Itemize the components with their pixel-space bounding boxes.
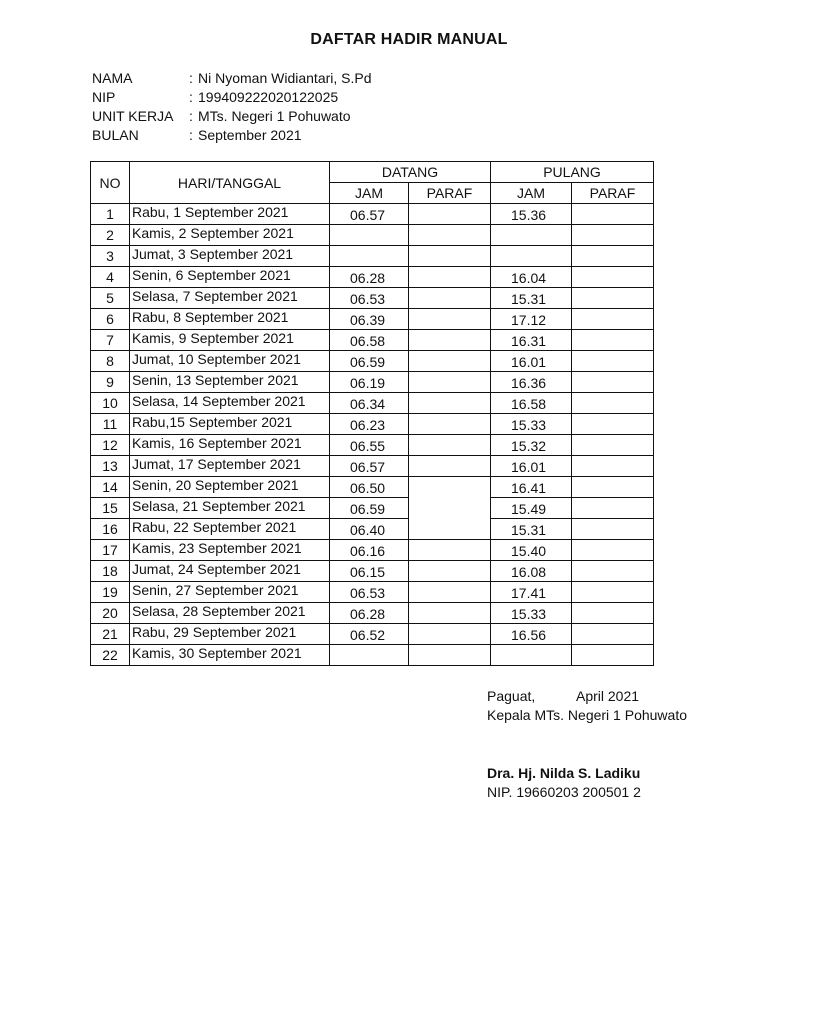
row-time-out: 16.08 [491,561,572,582]
row-paraf-in [409,414,491,435]
row-paraf-out [572,351,654,372]
row-paraf-in [409,582,491,603]
row-paraf-out [572,204,654,225]
row-time-out: 16.04 [491,267,572,288]
row-paraf-out [572,393,654,414]
row-no: 17 [91,540,130,561]
row-paraf-in [409,372,491,393]
row-paraf-out [572,561,654,582]
row-time-in: 06.58 [330,330,409,351]
header-pulang-jam: JAM [491,183,572,204]
row-paraf-out [572,435,654,456]
row-day: Rabu, 22 September 2021 [130,519,330,540]
employee-info [92,69,372,145]
row-paraf-out [572,246,654,267]
row-time-in: 06.53 [330,582,409,603]
table-row [91,477,654,498]
row-time-out: 15.33 [491,603,572,624]
row-time-out: 16.56 [491,624,572,645]
row-day: Selasa, 7 September 2021 [130,288,330,309]
row-paraf-in [409,645,491,666]
row-day: Selasa, 21 September 2021 [130,498,330,519]
row-day: Kamis, 9 September 2021 [130,330,330,351]
header-pulang-paraf: PARAF [572,183,654,204]
table-row [91,498,654,519]
row-paraf-out [572,456,654,477]
row-no: 22 [91,645,130,666]
table-row [91,645,654,666]
row-day: Senin, 13 September 2021 [130,372,330,393]
row-time-out: 16.36 [491,372,572,393]
row-no: 20 [91,603,130,624]
row-day: Rabu,15 September 2021 [130,414,330,435]
row-time-out: 15.49 [491,498,572,519]
table-row [91,225,654,246]
row-no: 4 [91,267,130,288]
info-label: UNIT KERJA [92,108,174,124]
row-paraf-in [409,561,491,582]
row-time-in: 06.39 [330,309,409,330]
row-time-in [330,225,409,246]
row-time-out: 16.31 [491,330,572,351]
table-row [91,204,654,225]
table-row [91,561,654,582]
row-no: 13 [91,456,130,477]
row-day: Jumat, 24 September 2021 [130,561,330,582]
row-paraf-in [409,330,491,351]
row-time-in [330,645,409,666]
info-colon: : [189,70,193,86]
row-no: 1 [91,204,130,225]
info-colon: : [189,127,193,143]
table-row [91,435,654,456]
row-time-out: 16.01 [491,351,572,372]
row-time-out: 16.41 [491,477,572,498]
row-time-in: 06.59 [330,498,409,519]
row-paraf-out [572,645,654,666]
row-paraf-in [409,519,491,540]
table-row [91,393,654,414]
header-datang-paraf: PARAF [409,183,491,204]
row-paraf-out [572,288,654,309]
row-time-out: 16.58 [491,393,572,414]
row-time-out [491,246,572,267]
row-time-in: 06.19 [330,372,409,393]
row-paraf-in [409,603,491,624]
row-no: 12 [91,435,130,456]
info-label: NAMA [92,70,133,86]
attendance-table [90,161,654,666]
row-time-out: 16.01 [491,456,572,477]
table-row [91,246,654,267]
header-pulang: PULANG [491,162,654,183]
row-day: Senin, 20 September 2021 [130,477,330,498]
row-no: 21 [91,624,130,645]
sign-place-date [487,687,649,706]
row-day: Rabu, 8 September 2021 [130,309,330,330]
row-day: Senin, 27 September 2021 [130,582,330,603]
row-time-out: 15.36 [491,204,572,225]
row-no: 3 [91,246,130,267]
row-day: Kamis, 2 September 2021 [130,225,330,246]
sign-place: Paguat, [487,688,536,704]
row-day: Kamis, 30 September 2021 [130,645,330,666]
row-day: Senin, 6 September 2021 [130,267,330,288]
row-time-in: 06.57 [330,204,409,225]
info-row-nip [92,88,372,107]
row-time-out [491,645,572,666]
row-time-out [491,225,572,246]
row-paraf-in [409,393,491,414]
row-time-in: 06.59 [330,351,409,372]
table-row [91,288,654,309]
row-no: 5 [91,288,130,309]
info-value: September 2021 [198,127,302,143]
row-time-out: 15.40 [491,540,572,561]
row-paraf-in [409,435,491,456]
info-label: BULAN [92,127,139,143]
row-paraf-out [572,477,654,498]
row-paraf-out [572,330,654,351]
row-paraf-out [572,372,654,393]
row-day: Jumat, 10 September 2021 [130,351,330,372]
row-paraf-out [572,603,654,624]
row-day: Rabu, 29 September 2021 [130,624,330,645]
info-value: MTs. Negeri 1 Pohuwato [198,108,351,124]
row-time-in: 06.57 [330,456,409,477]
row-paraf-out [572,582,654,603]
row-paraf-out [572,414,654,435]
row-paraf-out [572,540,654,561]
header-datang: DATANG [330,162,491,183]
info-label: NIP [92,89,116,105]
info-colon: : [189,89,193,105]
table-row [91,624,654,645]
header-no: NO [91,162,130,204]
row-paraf-out [572,624,654,645]
info-row-bulan [92,126,372,145]
table-row [91,330,654,351]
row-time-in: 06.15 [330,561,409,582]
row-no: 16 [91,519,130,540]
row-time-out: 15.31 [491,519,572,540]
table-row [91,309,654,330]
row-paraf-in [409,267,491,288]
row-paraf-in [409,204,491,225]
info-colon: : [189,108,193,124]
row-paraf-out [572,519,654,540]
row-paraf-in [409,624,491,645]
row-time-in: 06.28 [330,603,409,624]
row-time-in: 06.28 [330,267,409,288]
row-paraf-in [409,225,491,246]
table-row [91,372,654,393]
row-time-in [330,246,409,267]
row-paraf-in [409,288,491,309]
row-no: 8 [91,351,130,372]
table-row [91,456,654,477]
row-time-out: 15.32 [491,435,572,456]
row-paraf-in [409,540,491,561]
row-day: Kamis, 23 September 2021 [130,540,330,561]
sign-nip: NIP. 19660203 200501 2 [487,784,641,800]
table-row [91,351,654,372]
row-no: 10 [91,393,130,414]
row-paraf-in [409,456,491,477]
table-row [91,603,654,624]
table-row [91,267,654,288]
row-no: 18 [91,561,130,582]
row-no: 15 [91,498,130,519]
row-time-out: 15.33 [491,414,572,435]
row-no: 2 [91,225,130,246]
row-time-in: 06.50 [330,477,409,498]
row-paraf-in [409,351,491,372]
row-day: Selasa, 14 September 2021 [130,393,330,414]
attendance-rows [91,204,654,666]
info-value: 199409222020122025 [198,89,339,105]
table-row [91,540,654,561]
info-row-unit-kerja [92,107,372,126]
info-value: Ni Nyoman Widiantari, S.Pd [198,70,372,86]
row-no: 11 [91,414,130,435]
row-day: Jumat, 17 September 2021 [130,456,330,477]
row-paraf-out [572,309,654,330]
row-no: 6 [91,309,130,330]
sign-position: Kepala MTs. Negeri 1 Pohuwato [487,707,687,723]
row-time-in: 06.23 [330,414,409,435]
sign-name: Dra. Hj. Nilda S. Ladiku [487,765,641,781]
row-time-in: 06.53 [330,288,409,309]
row-day: Rabu, 1 September 2021 [130,204,330,225]
row-time-in: 06.52 [330,624,409,645]
row-paraf-out [572,498,654,519]
row-time-in: 06.55 [330,435,409,456]
row-time-out: 17.41 [491,582,572,603]
table-row [91,414,654,435]
row-no: 7 [91,330,130,351]
row-day: Selasa, 28 September 2021 [130,603,330,624]
row-paraf-out [572,267,654,288]
row-paraf-in [409,477,491,498]
row-no: 14 [91,477,130,498]
table-row [91,519,654,540]
signature-block [487,687,687,802]
sign-date: April 2021 [576,688,640,704]
table-row [91,582,654,603]
info-row-nama [92,69,372,88]
document-title: DAFTAR HADIR MANUAL [310,31,508,48]
row-day: Jumat, 3 September 2021 [130,246,330,267]
row-paraf-in [409,498,491,519]
row-paraf-in [409,309,491,330]
row-no: 9 [91,372,130,393]
row-time-in: 06.34 [330,393,409,414]
row-time-in: 06.16 [330,540,409,561]
row-day: Kamis, 16 September 2021 [130,435,330,456]
header-day: HARI/TANGGAL [130,162,330,204]
row-no: 19 [91,582,130,603]
header-datang-jam: JAM [330,183,409,204]
row-time-in: 06.40 [330,519,409,540]
row-time-out: 17.12 [491,309,572,330]
row-paraf-in [409,246,491,267]
row-paraf-out [572,225,654,246]
row-time-out: 15.31 [491,288,572,309]
